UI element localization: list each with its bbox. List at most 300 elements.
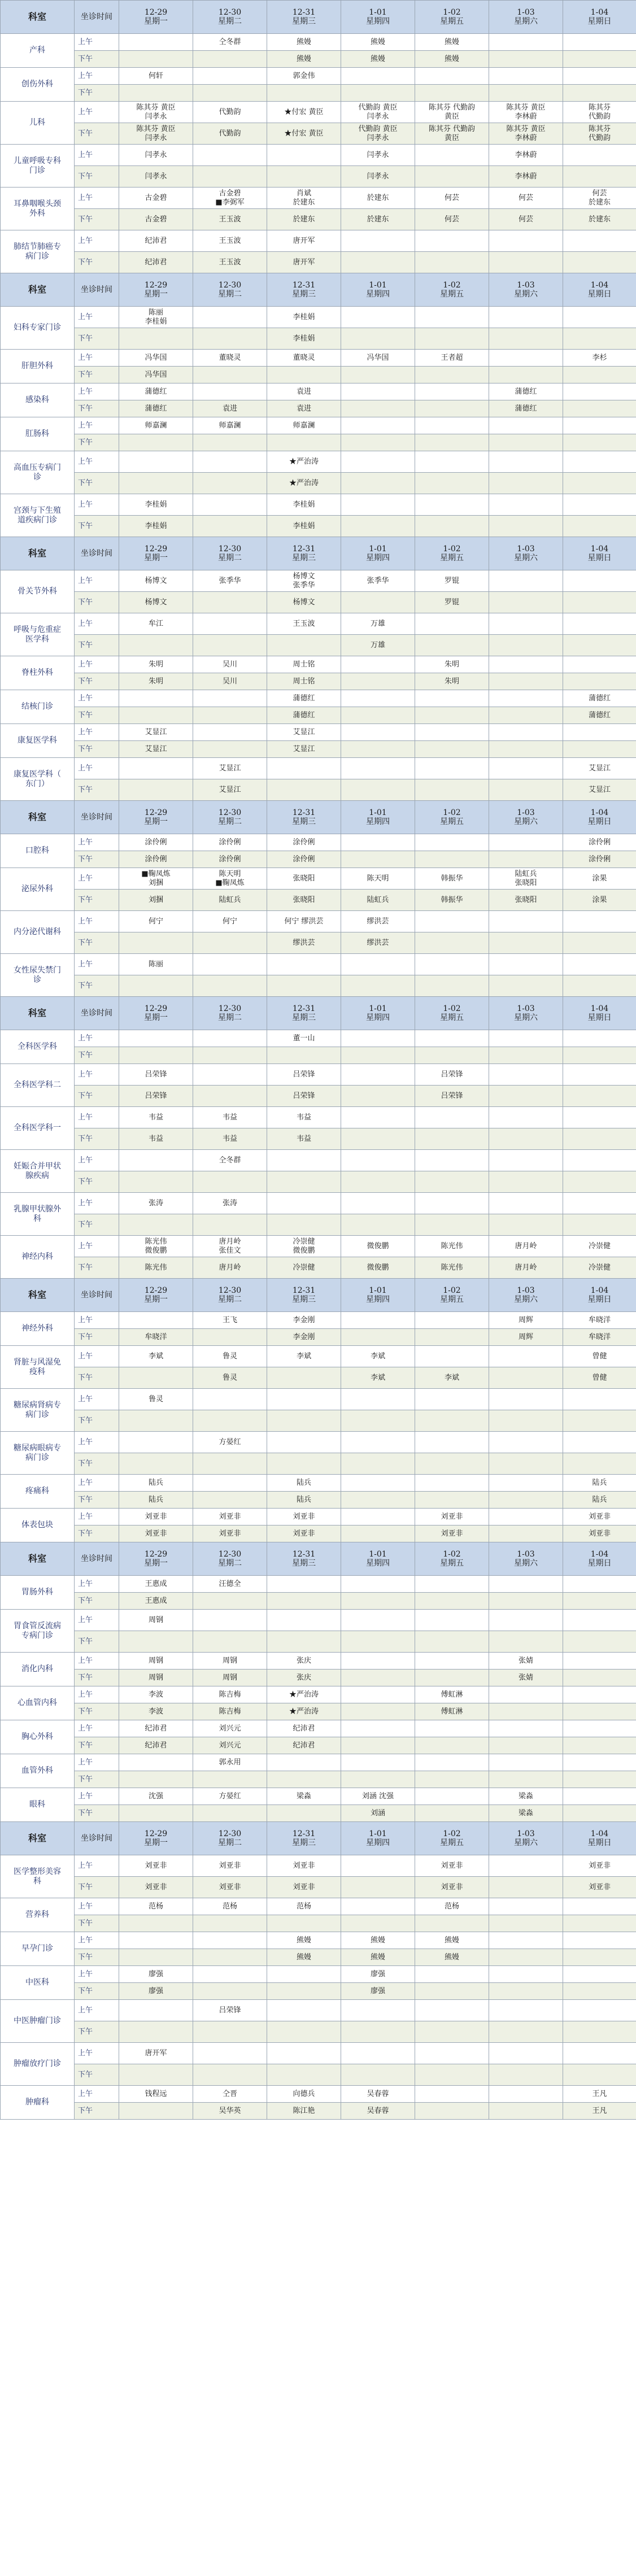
doctor-name: 韦益 — [148, 1134, 163, 1143]
department-name-line: 乳腺甲状腺外 — [14, 1204, 61, 1214]
schedule-cell — [563, 2064, 636, 2086]
header-date: 1-01 — [369, 1550, 387, 1559]
department-name-line: 全科医学科 — [18, 1042, 57, 1051]
doctor-name: 罗锟 — [444, 576, 459, 585]
doctor-name: ■鞠凤炼 — [141, 869, 171, 878]
header-date: 1-03 — [517, 808, 535, 817]
schedule-cell — [489, 1086, 563, 1107]
doctor-name: 董晓灵 — [293, 353, 315, 362]
doctor-name: 王玉波 — [219, 236, 241, 245]
doctor-name: 朱明 — [148, 677, 163, 686]
period-label: 上午 — [75, 102, 119, 123]
header-date-cell — [341, 537, 415, 570]
schedule-cell — [193, 1949, 267, 1966]
header-weekday: 星期二 — [218, 17, 242, 26]
doctor-name: 沈强 — [148, 1792, 163, 1801]
schedule-cell — [341, 473, 415, 494]
doctor-name: 袁进 — [296, 404, 311, 413]
schedule-cell — [563, 2086, 636, 2103]
schedule-cell — [119, 1064, 193, 1086]
header-weekday: 星期三 — [292, 290, 316, 299]
doctor-name: 刘亚非 — [219, 1512, 241, 1521]
header-weekday: 星期一 — [144, 817, 168, 826]
period-label: 下午 — [75, 1805, 119, 1822]
doctor-name: 涂伶俐 — [293, 838, 315, 847]
doctor-name: 涂伶俐 — [145, 838, 167, 847]
schedule-cell — [341, 434, 415, 451]
schedule-cell — [193, 209, 267, 230]
schedule-cell — [267, 613, 341, 635]
schedule-cell — [563, 1086, 636, 1107]
header-time-label — [75, 273, 119, 307]
doctor-name: 纪沛君 — [145, 258, 167, 267]
schedule-cell — [193, 1855, 267, 1877]
schedule-cell — [489, 1047, 563, 1064]
schedule-cell — [489, 1805, 563, 1822]
schedule-cell — [489, 230, 563, 252]
doctor-name: 艾显江 — [145, 744, 167, 753]
period-label: 下午 — [75, 1525, 119, 1542]
schedule-cell — [267, 1086, 341, 1107]
schedule-cell — [415, 570, 489, 592]
schedule-cell — [267, 779, 341, 801]
header-dept-label: 科室 — [1, 1822, 75, 1855]
doctor-name: 纪沛君 — [145, 236, 167, 245]
schedule-cell — [267, 1064, 341, 1086]
schedule-cell — [341, 1257, 415, 1279]
schedule-cell — [119, 707, 193, 724]
schedule-cell — [267, 834, 341, 851]
header-dept-label: 科室 — [1, 1542, 75, 1576]
header-date: 1-03 — [517, 1829, 535, 1838]
doctor-name: 熊嫚 — [444, 37, 459, 46]
schedule-cell — [119, 592, 193, 613]
header-date: 12-29 — [144, 1550, 168, 1559]
header-date: 12-31 — [292, 544, 316, 553]
schedule-cell — [563, 145, 636, 166]
header-date: 1-02 — [443, 808, 461, 817]
schedule-cell — [193, 1389, 267, 1410]
header-date-cell — [341, 273, 415, 307]
department-name — [1, 1932, 75, 1966]
schedule-cell — [267, 451, 341, 473]
schedule-cell — [193, 1670, 267, 1686]
department-name-line: 泌尿外科 — [21, 884, 53, 893]
period-label: 上午 — [75, 1788, 119, 1805]
schedule-cell — [267, 383, 341, 400]
doctor-name: 艾显江 — [219, 785, 241, 794]
period-label: 下午 — [75, 1410, 119, 1432]
period-label: 上午 — [75, 417, 119, 434]
schedule-row — [1, 779, 636, 801]
schedule-cell — [415, 1686, 489, 1703]
schedule-row — [1, 1410, 636, 1432]
schedule-cell — [415, 1389, 489, 1410]
doctor-name: 古金碧 — [219, 189, 241, 198]
header-row — [1, 537, 636, 570]
doctor-name: 蒲德红 — [588, 694, 611, 703]
schedule-row — [1, 188, 636, 209]
schedule-cell — [489, 1932, 563, 1949]
doctor-name: 师嘉澜 — [219, 421, 241, 430]
doctor-name: 牟晓洋 — [145, 1332, 167, 1341]
schedule-row — [1, 673, 636, 690]
doctor-name: 涂伶俐 — [219, 855, 241, 864]
header-date: 1-02 — [443, 1550, 461, 1559]
doctor-name: 艾显江 — [145, 727, 167, 736]
schedule-cell — [489, 1737, 563, 1754]
header-date: 1-02 — [443, 281, 461, 290]
period-label: 上午 — [75, 1475, 119, 1492]
period-label: 下午 — [75, 673, 119, 690]
schedule-cell — [341, 367, 415, 383]
schedule-row — [1, 932, 636, 954]
doctor-name: 李桂娟 — [293, 334, 315, 343]
schedule-cell — [489, 1983, 563, 2000]
doctor-name: 吴川 — [222, 677, 237, 686]
schedule-cell — [563, 383, 636, 400]
doctor-name: ■鞠凤炼 — [215, 878, 245, 887]
doctor-name: 代勤韵 — [219, 129, 241, 138]
doctor-name: 古金碧 — [145, 215, 167, 224]
department-name-line: 宫颈与下生殖 — [14, 505, 61, 515]
doctor-name: 杨博文 — [145, 576, 167, 585]
schedule-cell — [341, 1086, 415, 1107]
schedule-cell — [267, 230, 341, 252]
header-date: 1-03 — [517, 544, 535, 553]
doctor-name: 张晓阳 — [515, 895, 537, 904]
schedule-cell — [563, 690, 636, 707]
schedule-cell — [119, 1410, 193, 1432]
header-weekday: 星期六 — [514, 1838, 538, 1847]
doctor-name: 李斌 — [444, 1373, 459, 1382]
schedule-row — [1, 1670, 636, 1686]
doctor-name: ★付宏 黄臣 — [284, 129, 324, 138]
schedule-cell — [119, 400, 193, 417]
schedule-cell — [341, 1576, 415, 1593]
header-weekday: 星期四 — [366, 290, 390, 299]
doctor-name: ★严治涛 — [289, 478, 319, 487]
schedule-cell — [341, 2043, 415, 2064]
schedule-cell — [119, 1653, 193, 1670]
schedule-row — [1, 1150, 636, 1171]
period-label: 下午 — [75, 252, 119, 273]
doctor-name: 李桂娟 — [293, 500, 315, 509]
doctor-name: 张佳文 — [219, 1246, 241, 1255]
doctor-name: 於建东 — [293, 198, 315, 207]
schedule-cell — [489, 1576, 563, 1593]
schedule-cell — [489, 834, 563, 851]
schedule-cell — [193, 145, 267, 166]
doctor-name: 董晓灵 — [219, 353, 241, 362]
department-name — [1, 307, 75, 350]
header-weekday: 星期五 — [440, 817, 464, 826]
doctor-name: 师嘉澜 — [145, 421, 167, 430]
schedule-cell — [563, 434, 636, 451]
header-time-label — [75, 1279, 119, 1312]
schedule-cell — [119, 1453, 193, 1475]
header-row — [1, 997, 636, 1030]
schedule-cell — [563, 779, 636, 801]
doctor-name: 周钢 — [222, 1673, 237, 1682]
schedule-cell — [415, 954, 489, 975]
header-time-label — [75, 1, 119, 34]
schedule-cell — [563, 954, 636, 975]
schedule-cell — [415, 741, 489, 758]
schedule-cell — [489, 1193, 563, 1214]
schedule-cell — [267, 188, 341, 209]
schedule-cell — [415, 1492, 489, 1509]
header-weekday: 星期五 — [440, 553, 464, 563]
schedule-row — [1, 1432, 636, 1453]
schedule-cell — [119, 1737, 193, 1754]
doctor-name: 纪沛君 — [145, 1724, 167, 1733]
doctor-name: 吕荣锋 — [219, 2006, 241, 2015]
schedule-cell — [193, 1576, 267, 1593]
schedule-cell — [193, 1788, 267, 1805]
period-label: 上午 — [75, 188, 119, 209]
schedule-cell — [119, 1966, 193, 1983]
schedule-row — [1, 209, 636, 230]
schedule-cell — [193, 1086, 267, 1107]
header-date-cell — [119, 1542, 193, 1576]
schedule-cell — [563, 1855, 636, 1877]
header-date-cell — [193, 537, 267, 570]
header-row — [1, 273, 636, 307]
schedule-cell — [563, 1653, 636, 1670]
schedule-cell — [193, 592, 267, 613]
doctor-name: 张婧 — [518, 1656, 533, 1665]
schedule-cell — [267, 1855, 341, 1877]
schedule-cell — [415, 1257, 489, 1279]
schedule-row — [1, 2021, 636, 2043]
schedule-cell — [415, 307, 489, 328]
schedule-cell — [267, 1453, 341, 1475]
schedule-row — [1, 868, 636, 890]
schedule-cell — [193, 473, 267, 494]
header-weekday: 星期一 — [144, 290, 168, 299]
schedule-cell — [489, 417, 563, 434]
schedule-cell — [341, 1492, 415, 1509]
department-name — [1, 2043, 75, 2086]
schedule-cell — [341, 68, 415, 85]
doctor-name: 刘亚非 — [441, 1529, 463, 1538]
schedule-cell — [489, 1432, 563, 1453]
schedule-cell — [267, 34, 341, 51]
doctor-name: 艾显江 — [293, 727, 315, 736]
schedule-cell — [563, 1610, 636, 1631]
period-label: 下午 — [75, 2064, 119, 2086]
schedule-cell — [489, 1610, 563, 1631]
schedule-cell — [119, 868, 193, 890]
schedule-cell — [415, 1670, 489, 1686]
header-date: 12-29 — [144, 544, 168, 553]
header-weekday: 星期二 — [218, 290, 242, 299]
schedule-row — [1, 494, 636, 516]
doctor-name: 微俊鹏 — [367, 1241, 389, 1250]
doctor-name: 周钢 — [148, 1656, 163, 1665]
doctor-name: 陈其芬 — [588, 103, 611, 112]
doctor-name: 周钢 — [148, 1615, 163, 1624]
header-date: 12-30 — [218, 544, 242, 553]
department-name-line: 感染科 — [25, 395, 49, 404]
schedule-cell — [415, 328, 489, 350]
schedule-cell — [267, 1703, 341, 1720]
schedule-cell — [119, 779, 193, 801]
doctor-name: 吴春蓉 — [367, 2089, 389, 2098]
department-name — [1, 188, 75, 230]
header-date: 12-29 — [144, 1286, 168, 1295]
schedule-cell — [341, 1754, 415, 1771]
department-name — [1, 417, 75, 451]
schedule-row — [1, 1932, 636, 1949]
doctor-name: 唐月岭 — [515, 1263, 537, 1272]
doctor-name: 梁淼 — [518, 1792, 533, 1801]
schedule-cell — [563, 451, 636, 473]
schedule-row — [1, 954, 636, 975]
period-label: 下午 — [75, 851, 119, 868]
schedule-cell — [193, 1805, 267, 1822]
period-label: 下午 — [75, 1492, 119, 1509]
department-name — [1, 68, 75, 102]
header-date-cell — [193, 1542, 267, 1576]
schedule-cell — [267, 673, 341, 690]
doctor-name: 周士铭 — [293, 660, 315, 669]
schedule-cell — [489, 434, 563, 451]
department-name — [1, 350, 75, 383]
doctor-name: 廖强 — [148, 1986, 163, 1995]
schedule-cell — [267, 1107, 341, 1128]
schedule-cell — [193, 868, 267, 890]
header-date: 1-02 — [443, 1286, 461, 1295]
period-label: 上午 — [75, 954, 119, 975]
doctor-name: 微俊鹏 — [293, 1246, 315, 1255]
schedule-cell — [119, 1107, 193, 1128]
schedule-cell — [341, 1898, 415, 1915]
schedule-cell — [415, 123, 489, 145]
doctor-name: 於建东 — [293, 215, 315, 224]
doctor-name: 陈光伟 — [441, 1263, 463, 1272]
header-weekday: 星期一 — [144, 1013, 168, 1022]
doctor-name: 仝晋 — [222, 2089, 237, 2098]
schedule-cell — [415, 673, 489, 690]
schedule-cell — [563, 1214, 636, 1236]
header-date: 12-30 — [218, 1004, 242, 1013]
schedule-cell — [415, 1030, 489, 1047]
schedule-cell — [341, 592, 415, 613]
schedule-cell — [341, 1150, 415, 1171]
schedule-cell — [193, 188, 267, 209]
schedule-cell — [563, 613, 636, 635]
department-name — [1, 656, 75, 690]
schedule-cell — [563, 473, 636, 494]
department-name-line: 脊柱外科 — [21, 668, 53, 677]
header-weekday: 星期六 — [514, 1559, 538, 1568]
department-name-line: 病门诊 — [25, 1453, 49, 1462]
schedule-cell — [267, 1788, 341, 1805]
period-label: 下午 — [75, 975, 119, 997]
schedule-cell — [119, 2043, 193, 2064]
header-date: 1-02 — [443, 8, 461, 17]
header-weekday: 星期日 — [587, 817, 612, 826]
schedule-cell — [563, 123, 636, 145]
department-name-line: 肝胆外科 — [21, 361, 53, 371]
schedule-cell — [267, 851, 341, 868]
doctor-name: 韦益 — [222, 1113, 237, 1122]
doctor-name: 於建东 — [367, 215, 389, 224]
header-date-cell — [119, 1822, 193, 1855]
schedule-cell — [415, 2103, 489, 2120]
doctor-name: 韦益 — [296, 1113, 311, 1122]
schedule-cell — [341, 85, 415, 102]
header-date: 坐诊时间 — [81, 285, 112, 294]
schedule-cell — [563, 307, 636, 328]
schedule-row — [1, 1576, 636, 1593]
schedule-cell — [415, 68, 489, 85]
schedule-cell — [193, 1915, 267, 1932]
schedule-cell — [119, 1193, 193, 1214]
schedule-cell — [267, 2103, 341, 2120]
schedule-cell — [415, 473, 489, 494]
schedule-cell — [563, 494, 636, 516]
schedule-row — [1, 34, 636, 51]
doctor-name: 范杨 — [148, 1902, 163, 1911]
schedule-cell — [341, 758, 415, 779]
header-date: 12-30 — [218, 1829, 242, 1838]
header-weekday: 星期日 — [587, 290, 612, 299]
schedule-cell — [119, 2086, 193, 2103]
schedule-row — [1, 85, 636, 102]
schedule-cell — [563, 1107, 636, 1128]
schedule-cell — [119, 1509, 193, 1525]
period-label: 下午 — [75, 1703, 119, 1720]
doctor-name: 肖斌 — [296, 189, 311, 198]
schedule-cell — [193, 367, 267, 383]
schedule-cell — [193, 230, 267, 252]
schedule-cell — [563, 188, 636, 209]
doctor-name: 汪德全 — [219, 1579, 241, 1588]
schedule-row — [1, 1703, 636, 1720]
period-label: 上午 — [75, 494, 119, 516]
doctor-name: 王惠成 — [145, 1596, 167, 1605]
schedule-cell — [415, 1915, 489, 1932]
period-label: 上午 — [75, 570, 119, 592]
schedule-cell — [267, 516, 341, 537]
schedule-cell — [341, 383, 415, 400]
department-name — [1, 2000, 75, 2043]
schedule-cell — [489, 1475, 563, 1492]
schedule-cell — [563, 400, 636, 417]
schedule-cell — [415, 188, 489, 209]
doctor-name: 何芸 — [518, 215, 533, 224]
schedule-cell — [563, 707, 636, 724]
schedule-cell — [341, 1432, 415, 1453]
schedule-cell — [193, 932, 267, 954]
header-weekday: 星期六 — [514, 1295, 538, 1304]
schedule-cell — [489, 145, 563, 166]
schedule-cell — [119, 1593, 193, 1610]
department-name — [1, 1107, 75, 1150]
schedule-cell — [267, 307, 341, 328]
header-weekday: 星期四 — [366, 817, 390, 826]
schedule-cell — [415, 1432, 489, 1453]
schedule-cell — [415, 209, 489, 230]
schedule-cell — [267, 975, 341, 997]
schedule-cell — [563, 1312, 636, 1329]
schedule-cell — [341, 451, 415, 473]
schedule-row — [1, 2103, 636, 2120]
schedule-cell — [489, 1064, 563, 1086]
